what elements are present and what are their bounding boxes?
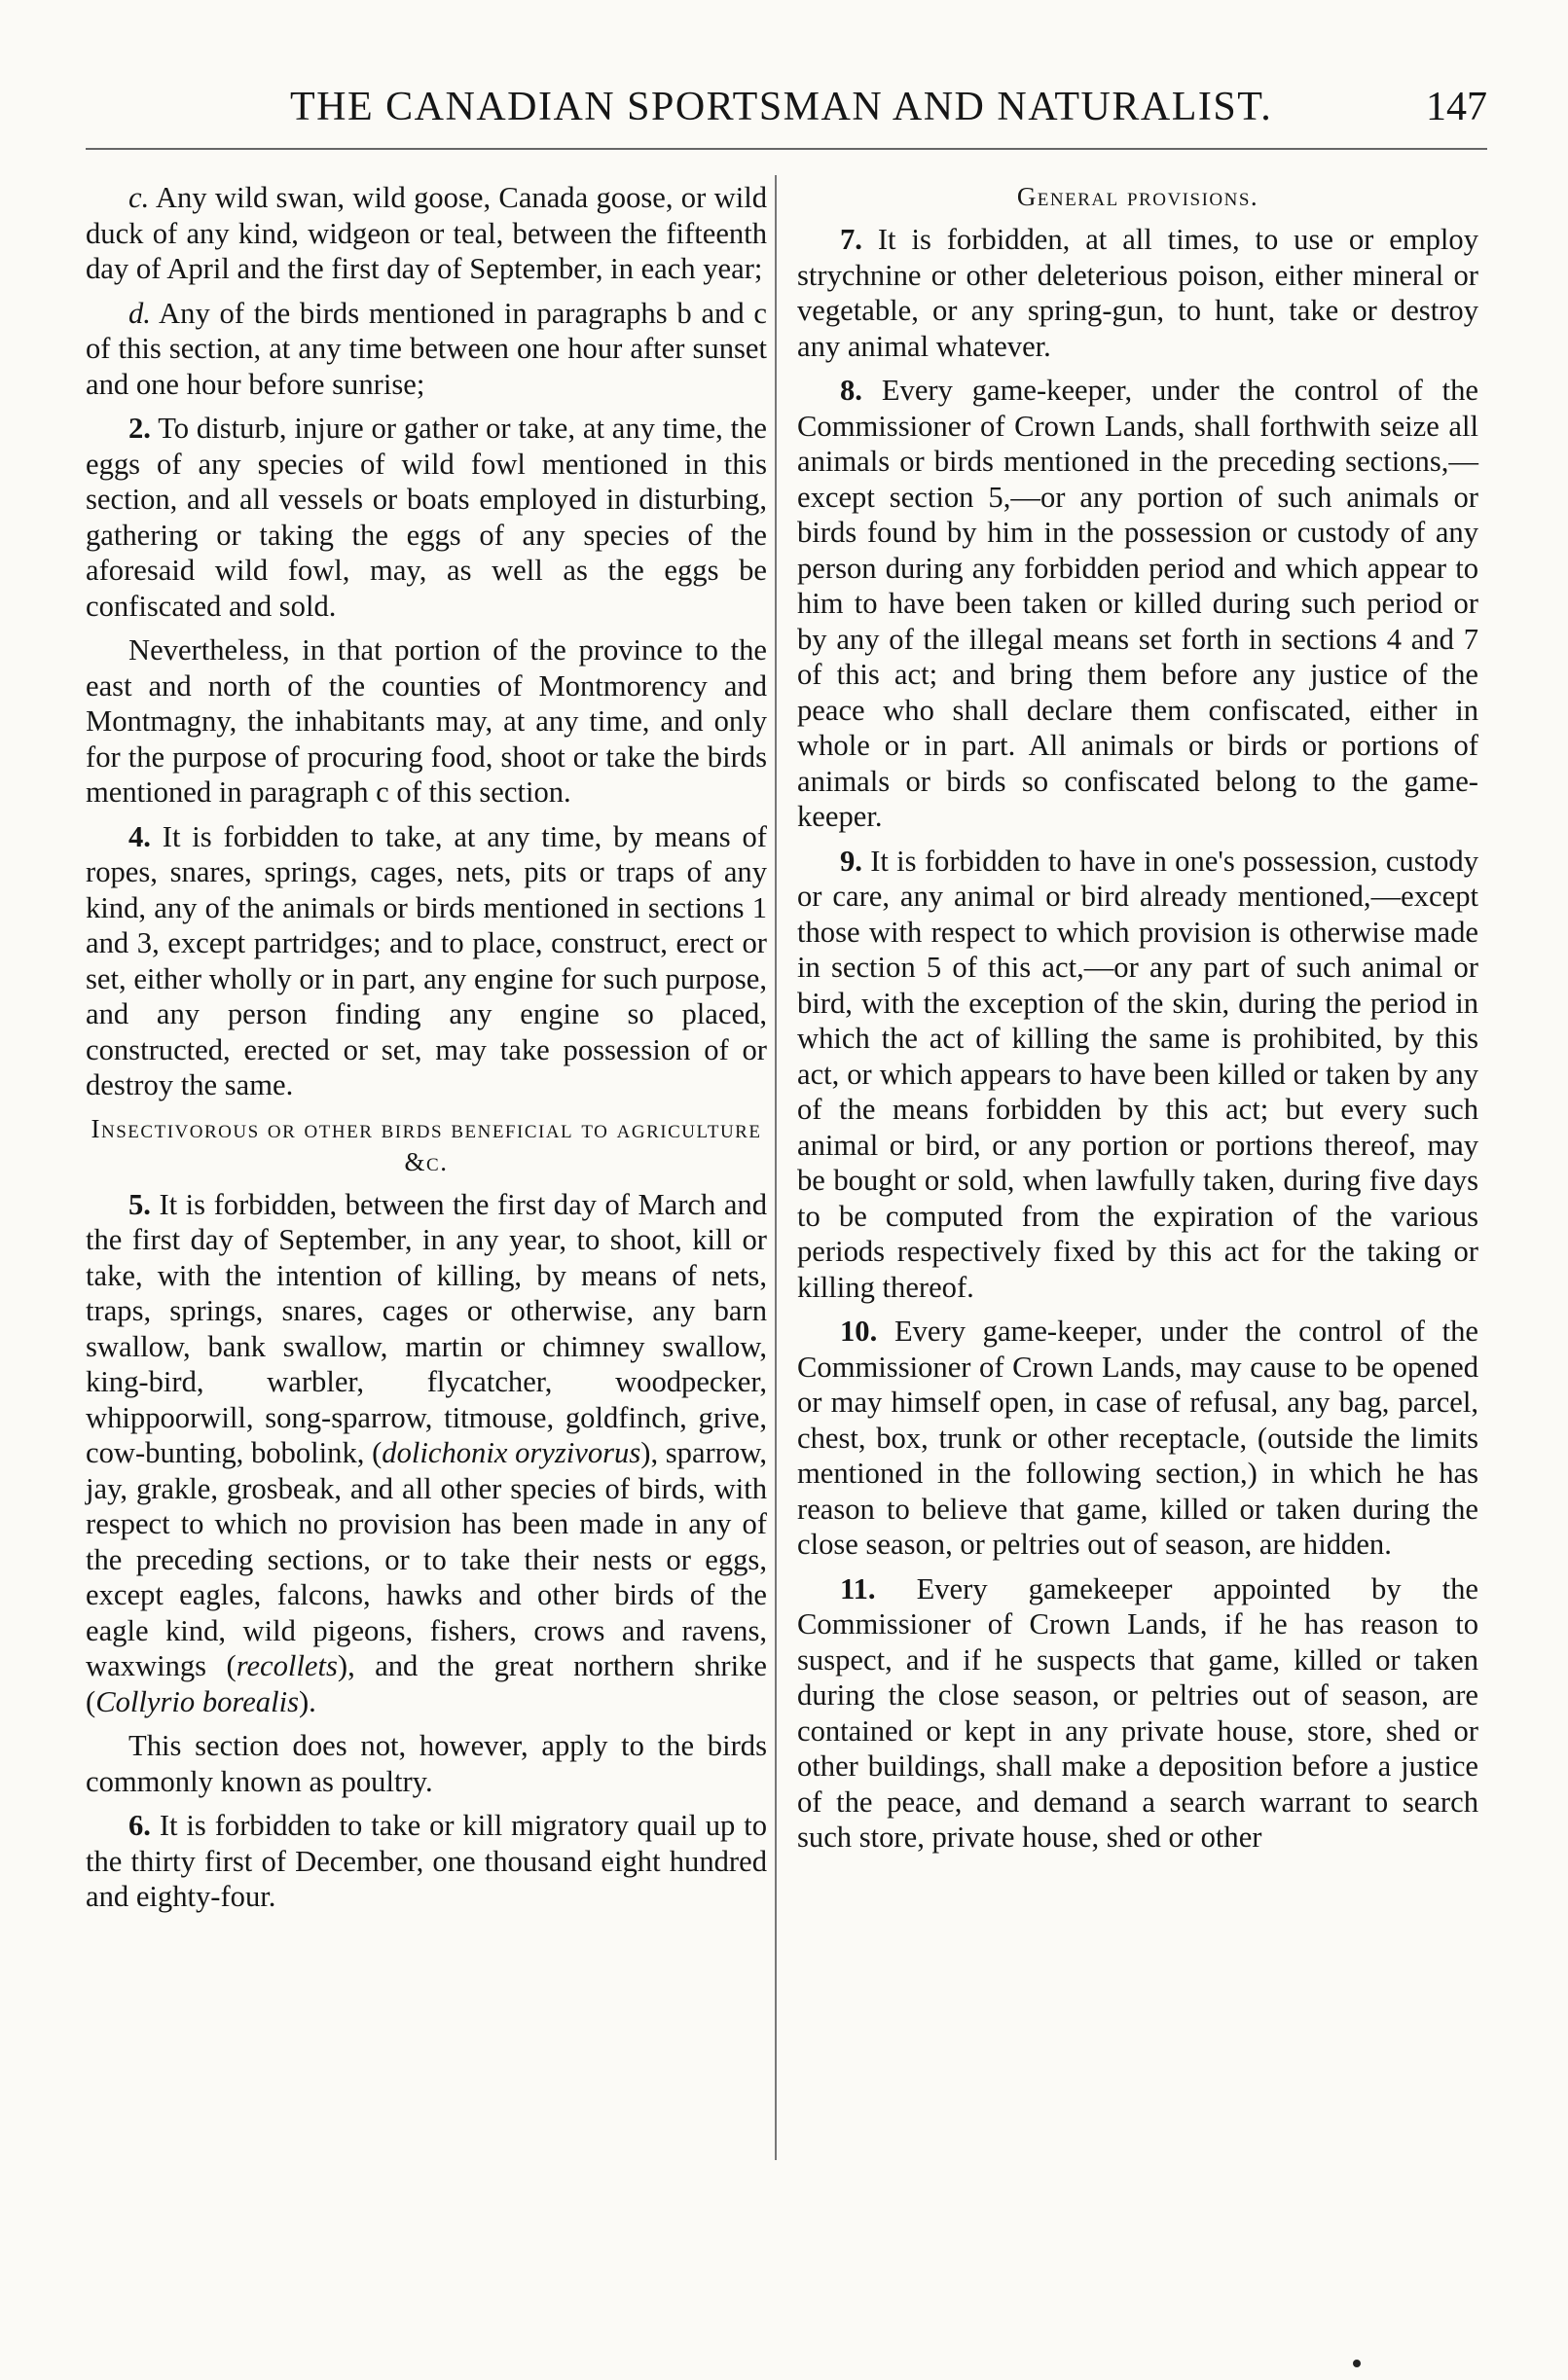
- paragraph-d: [86, 296, 767, 403]
- section-6-text: It is forbidden to take or kill migratory quail up to the thirty first of December, one thousand eight hundred and eighty-four.: [86, 1809, 767, 1913]
- section-8: [797, 373, 1478, 835]
- section-5-number: 5.: [128, 1187, 151, 1221]
- section-5-text-d: ).: [298, 1684, 316, 1718]
- section-5-text-a: It is forbidden, between the first day of March and the first day of September, in any year, to shoot, kill or take, with the intention of killing, by means of nets, traps, springs, snares, cages or otherwise, any barn swallow, bank swallow, martin or chimney swallow, king-bird, warbler, flycatcher, woodpecker, whippoorwill, song-sparrow, titmouse, goldfinch, grive, cow-bunting, bobolink, (: [86, 1187, 767, 1469]
- section-10-number: 10.: [840, 1315, 878, 1348]
- page-number: 147: [1426, 85, 1487, 129]
- section-4-number: 4.: [128, 819, 151, 853]
- section-2-text: To disturb, injure or gather or take, at any time, the eggs of any species of wild fowl mentioned in this section, and all vessels or boats employed in disturbing, gathering or taking the eggs of any species of the aforesaid wild fowl, may, as well as the eggs be confiscated and sold.: [86, 412, 767, 623]
- section-4: [86, 819, 767, 1103]
- para-c-label: c.: [128, 181, 150, 214]
- heading-general-provisions: General provisions.: [1016, 182, 1259, 211]
- paragraph-c: [86, 180, 767, 287]
- section-7-number: 7.: [840, 223, 862, 256]
- column-divider: [775, 175, 777, 2160]
- para-c-text: Any wild swan, wild goose, Canada goose, or wild duck of any kind, widgeon or teal, between the fifteenth day of April and the first day of September, in each year;: [86, 181, 767, 285]
- section-5-italic-2: recollets: [236, 1649, 338, 1682]
- section-8-text: Every game-keeper, under the control of the Commissioner of Crown Lands, shall forthwith seize all animals or birds mentioned in the preceding sections,—except section 5,—or any portion of such animals or birds found by him in the possession or custody of any person during any forbidden period and which appear to him to have been taken or killed during such period or by any of the illegal means set forth in sections 4 and 7 of this act; and bring them before any justice of the peace who shall declare them confiscated, either in whole or in part. All animals or birds or portions of animals or birds so confiscated belong to the game-keeper.: [797, 374, 1478, 833]
- heading-insectivorous-birds: Insectivorous or other birds beneficial to agriculture &c.: [91, 1113, 762, 1176]
- header-rule: [86, 148, 1487, 150]
- section-6-number: 6.: [128, 1809, 151, 1842]
- poultry-paragraph: This section does not, however, apply to the birds commonly known as poultry.: [86, 1729, 767, 1798]
- section-5: [86, 1187, 767, 1720]
- section-9: [797, 844, 1478, 1306]
- section-10: [797, 1314, 1478, 1563]
- section-11: [797, 1571, 1478, 1856]
- ink-dot: [1353, 2360, 1361, 2367]
- section-11-text: Every gamekeeper appointed by the Commissioner of Crown Lands, if he has reason to suspect, and if he suspects that game, killed or taken during the close season, or peltries out of season, are contained or kept in any private house, store, shed or other buildings, shall make a deposition before a justice of the peace, and demand a search warrant to search such store, private house, shed or other: [797, 1571, 1478, 1854]
- running-title: THE CANADIAN SPORTSMAN AND NATURALIST.: [290, 85, 1273, 129]
- section-6: [86, 1808, 767, 1915]
- section-8-number: 8.: [840, 374, 862, 407]
- section-4-text: It is forbidden to take, at any time, by means of ropes, snares, springs, cages, nets, pits or traps of any kind, any of the animals or birds mentioned in sections 1 and 3, except partridges; and to place, construct, erect or set, either wholly or in part, any engine for such purpose, and any person finding any engine so placed, constructed, erected or set, may take possession of or destroy the same.: [86, 819, 767, 1101]
- section-5-italic-1: dolichonix oryzivorus: [382, 1436, 641, 1469]
- section-5-text-c: ), and the great northern shrike (: [86, 1649, 767, 1718]
- nevertheless-paragraph: Nevertheless, in that portion of the province to the east and north of the counties of Montmorency and Montmagny, the inhabitants may, at any time, and only for the purpose of procuring food, shoot or take the birds mentioned in paragraph c of this section.: [86, 633, 767, 809]
- para-d-label: d.: [128, 296, 151, 330]
- section-10-text: Every game-keeper, under the control of the Commissioner of Crown Lands, may cause to be opened or may himself open, in case of refusal, any bag, parcel, chest, box, trunk or other receptacle, (outside the limits mentioned in the following section,) in which he has reason to believe that game, killed or taken during the close season, or peltries out of season, are hidden.: [797, 1315, 1478, 1561]
- section-11-number: 11.: [840, 1571, 876, 1605]
- section-7-text: It is forbidden, at all times, to use or employ strychnine or other deleterious poison, either mineral or vegetable, or any spring-gun, to hunt, take or destroy any animal whatever.: [797, 223, 1479, 363]
- section-2-number: 2.: [128, 412, 151, 445]
- section-9-number: 9.: [840, 844, 862, 878]
- left-column: [86, 180, 767, 1924]
- page-header: [86, 84, 1487, 142]
- right-column: [797, 180, 1478, 1864]
- para-d-text: Any of the birds mentioned in paragraphs b and c of this section, at any time between one hour after sunset and one hour before sunrise;: [86, 296, 767, 401]
- section-2: [86, 411, 767, 624]
- section-5-text-b: ), sparrow, jay, grakle, grosbeak, and all other species of birds, with respect to which no provision has been made in any of the preceding sections, or to take their nests or eggs, except eagles, falcons, hawks and other birds of the eagle kind, wild pigeons, fishers, crows and ravens, waxwings (: [86, 1436, 767, 1682]
- section-5-italic-3: Collyrio borealis: [95, 1684, 299, 1718]
- section-9-text: It is forbidden to have in one's possession, custody or care, any animal or bird already mentioned,—except those with respect to which provision is otherwise made in section 5 of this act,—or any part of such animal or bird, with the exception of the skin, during the period in which the act of killing the same is prohibited, by this act, or which appears to have been killed or taken by any of the means forbidden by this act; but every such animal or bird, or any portion or portions thereof, may be bought or sold, when lawfully taken, during five days to be computed from the expiration of the various periods respectively fixed by this act for the taking or killing thereof.: [797, 844, 1478, 1304]
- section-7: [797, 222, 1478, 364]
